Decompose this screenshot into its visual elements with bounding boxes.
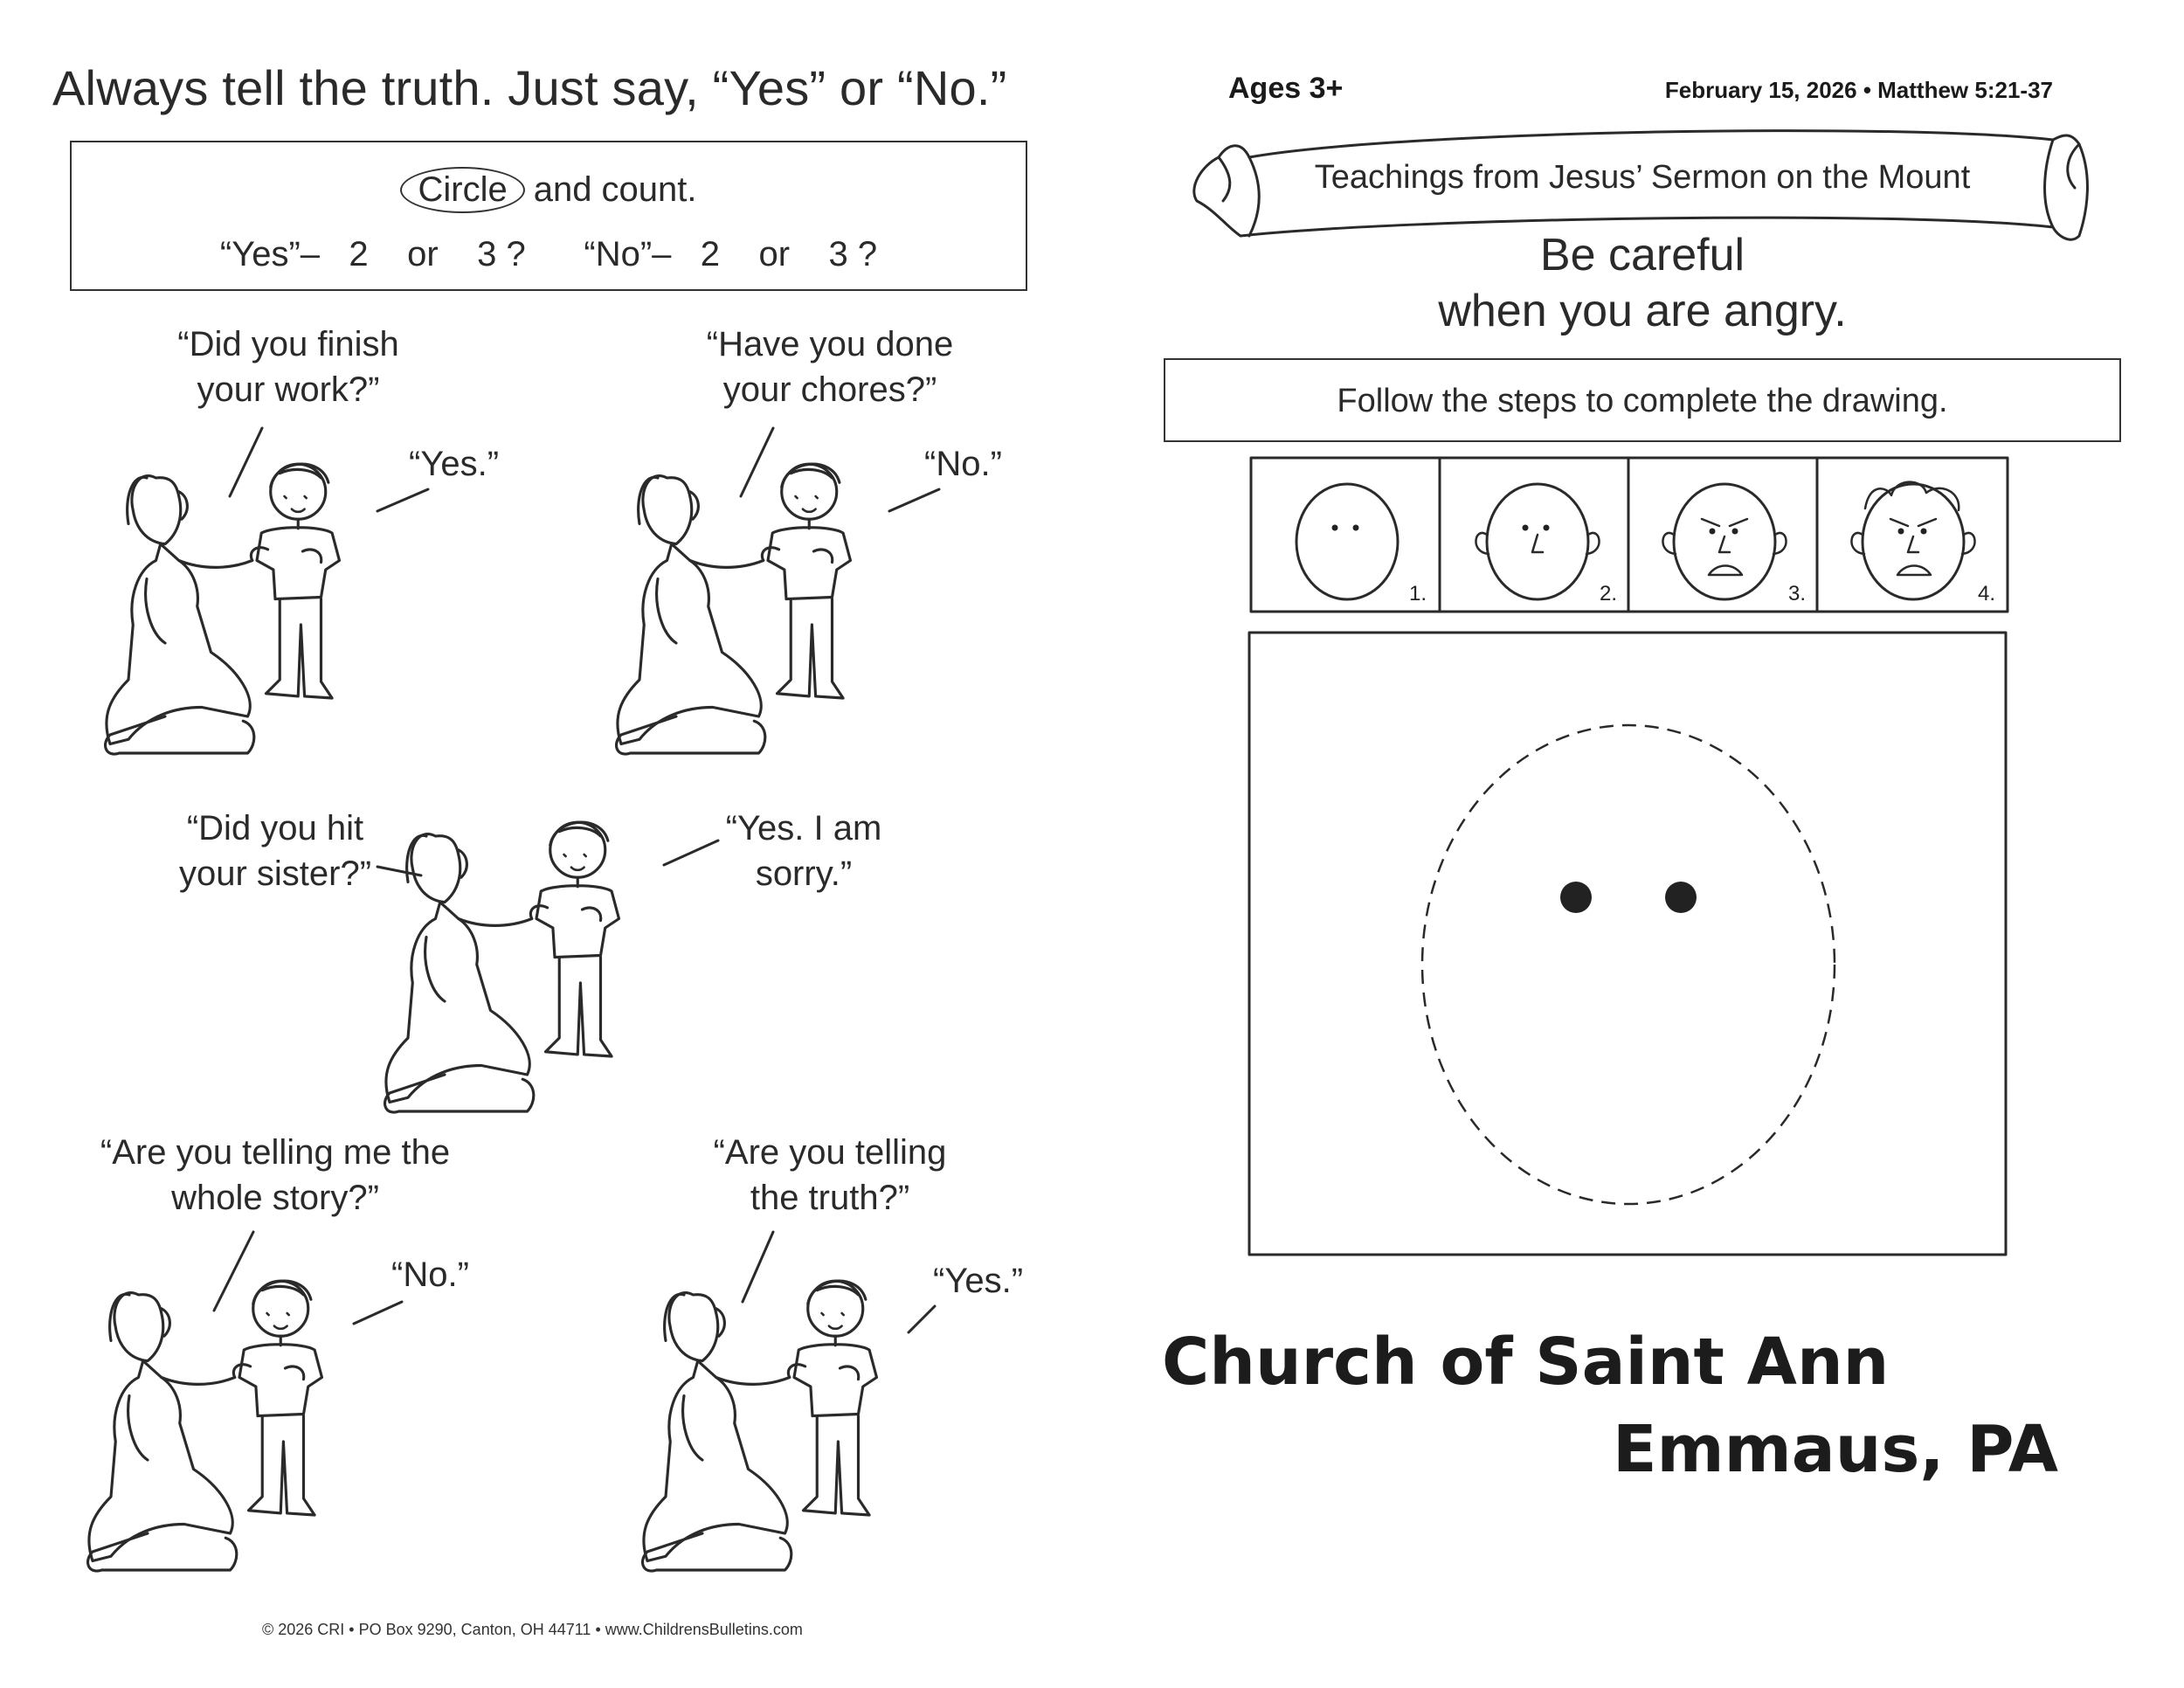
step-1-number: 1. xyxy=(1409,582,1427,605)
age-label: Ages 3+ xyxy=(1228,72,1344,105)
step-3-number: 3. xyxy=(1788,582,1807,605)
face-right-eye xyxy=(1665,882,1697,913)
scene-2-question-line1: “Have you done xyxy=(706,325,954,363)
scene-2-question-line2: your chores?” xyxy=(722,370,937,409)
scene-3-question-line1: “Did you hit xyxy=(186,809,364,847)
copyright-footer: © 2026 CRI • PO Box 9290, Canton, OH 44711 • www.ChildrensBulletins.com xyxy=(262,1621,803,1638)
count-question: “Yes”– 2 or 3 ? “No”– 2 or 3 ? xyxy=(219,235,878,273)
scene-4-question-line1: “Are you telling me the xyxy=(100,1133,451,1172)
lesson-title-line1: Be careful xyxy=(1539,230,1745,280)
scene-5-question-line1: “Are you telling xyxy=(713,1133,947,1172)
drawing-area[interactable] xyxy=(1248,631,2009,1258)
instructions-text: Follow the steps to complete the drawing. xyxy=(1337,383,1948,419)
dashed-face-outline xyxy=(1422,725,1835,1204)
circled-word: Circle xyxy=(400,167,524,213)
scene-4-answer: “No.” xyxy=(391,1256,469,1294)
count-instruction-rest: and count. xyxy=(533,170,697,209)
banner-title: Teachings from Jesus’ Sermon on the Mount xyxy=(1314,159,1971,196)
scene-5-answer: “Yes.” xyxy=(933,1262,1024,1300)
scene-3-answer-line1: “Yes. I am xyxy=(725,809,882,847)
scene-1-question-line2: your work?” xyxy=(197,370,380,409)
church-location: Emmaus, PA xyxy=(1613,1412,2059,1487)
page-title: Always tell the truth. Just say, “Yes” or “No.” xyxy=(52,60,1007,115)
scene-2-answer: “No.” xyxy=(924,445,1002,483)
step-2-number: 2. xyxy=(1600,582,1618,605)
scene-3-question-line2: your sister?” xyxy=(178,854,372,893)
step-4-number: 4. xyxy=(1978,582,1996,605)
church-name: Church of Saint Ann xyxy=(1162,1325,1890,1400)
scene-4-question-line2: whole story?” xyxy=(171,1179,379,1217)
scene-1-question-line1: “Did you finish xyxy=(177,325,399,363)
instructions-box xyxy=(1164,358,2121,442)
scene-1-answer: “Yes.” xyxy=(409,445,500,483)
scene-3-answer-line2: sorry.” xyxy=(755,854,853,893)
face-left-eye xyxy=(1560,882,1592,913)
scene-5-question-line2: the truth?” xyxy=(750,1179,910,1217)
lesson-title-line2: when you are angry. xyxy=(1438,286,1847,336)
steps-strip xyxy=(1249,456,2009,615)
date-reference: February 15, 2026 • Matthew 5:21-37 xyxy=(1664,77,2053,103)
